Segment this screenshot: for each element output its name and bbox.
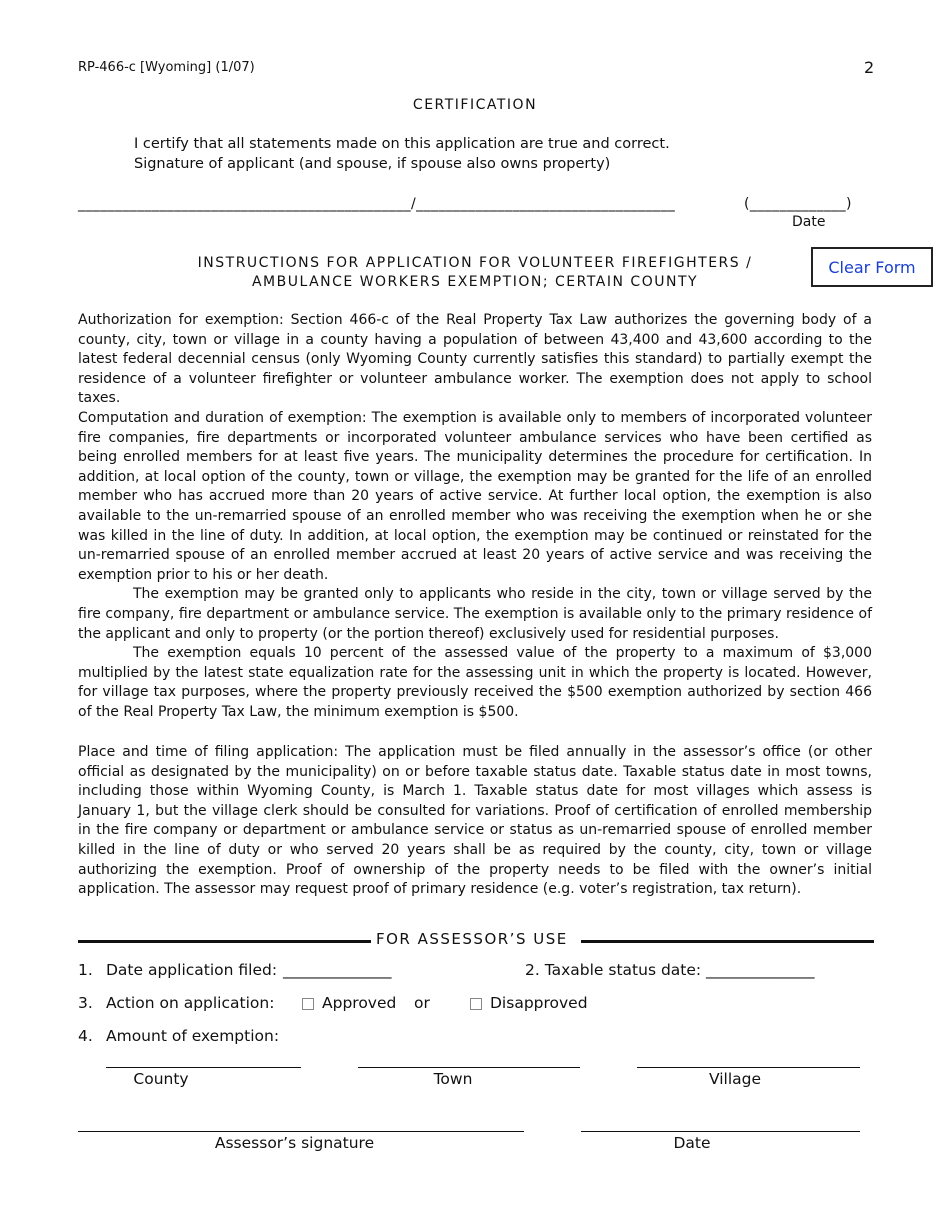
town-label: Town: [433, 1070, 473, 1088]
filing-paragraph: Place and time of filing application: The application must be filed annually in the assessor’s office (or other official as designated by the municipality) on or before taxable status date. Taxable status date in most towns, including those within Wyoming County, is March 1. Taxable status date for most villages which assess is January 1, but the village clerk should be consulted for variations. Proof of certification of enrolled membership in the fire company or department or ambulance service or status as un-remarried spouse of enrolled member killed in the line of duty or who served 20 years shall be as required by the county, city, town or village authorizing the exemption. Proof of ownership of the property needs to be filed with the owner’s initial application. The assessor may request proof of primary residence (e.g. voter’s registration, tax return).: [78, 744, 872, 898]
taxable-status-date-label: 2. Taxable status date:: [525, 961, 702, 979]
applicant-signature-line[interactable]: _____________________________________________/___________________________________: [78, 196, 676, 212]
county-label: County: [133, 1070, 189, 1088]
disapproved-option[interactable]: [470, 994, 588, 1012]
date-filed-field[interactable]: ______________: [283, 961, 392, 979]
disapproved-label: Disapproved: [490, 994, 588, 1012]
certification-statement: [134, 135, 670, 174]
assessor-signature-line[interactable]: [78, 1131, 524, 1132]
assessor-rule-right: [581, 940, 874, 943]
certification-line-2: Signature of applicant (and spouse, if spouse also owns property): [134, 155, 611, 172]
instructions-title: [150, 254, 800, 292]
certification-date-label: Date: [792, 214, 826, 230]
action-label: Action on application:: [106, 994, 275, 1012]
clear-form-button[interactable]: Clear Form: [811, 247, 933, 287]
village-label: Village: [708, 1070, 762, 1088]
computation-paragraph-3: The exemption equals 10 percent of the assessed value of the property to a maximum of $3,000 multiplied by the latest state equalization rate for the assessing unit in which the property is located. However, for village tax purposes, where the property previously received the $500 exemption authorized by section 466 of the Real Property Tax Law, the minimum exemption is $500.: [78, 645, 872, 720]
assessor-rule-left: [78, 940, 371, 943]
disapproved-checkbox[interactable]: [470, 998, 482, 1010]
taxable-status-date-field[interactable]: ______________: [706, 961, 815, 979]
item-3-number: 3.: [78, 994, 93, 1012]
assessor-section-title: FOR ASSESSOR’S USE: [376, 930, 568, 948]
county-amount-line[interactable]: [106, 1067, 301, 1068]
or-label: or: [414, 994, 430, 1012]
approved-checkbox[interactable]: [302, 998, 314, 1010]
certification-title: CERTIFICATION: [412, 97, 538, 113]
instructions-title-line-1: INSTRUCTIONS FOR APPLICATION FOR VOLUNTEER FIREFIGHTERS /: [197, 255, 753, 271]
page-number: 2: [864, 58, 875, 77]
town-amount-line[interactable]: [358, 1067, 580, 1068]
computation-section: [78, 409, 872, 723]
village-amount-line[interactable]: [637, 1067, 860, 1068]
assessor-date-label: Date: [673, 1134, 711, 1152]
assessor-signature-label: Assessor’s signature: [214, 1134, 375, 1152]
approved-label: Approved: [322, 994, 397, 1012]
instructions-title-line-2: AMBULANCE WORKERS EXEMPTION; CERTAIN COUNTY: [251, 274, 699, 290]
authorization-paragraph: Authorization for exemption: Section 466-c of the Real Property Tax Law authorizes the governing body of a county, city, town or village in a county having a population of between 43,400 and 43,600 according to the latest federal decennial census (only Wyoming County currently satisfies this standard) to partially exempt the residence of a volunteer firefighter or volunteer ambulance worker. The exemption does not apply to school taxes.: [78, 312, 872, 407]
item-4-number: 4.: [78, 1027, 93, 1045]
authorization-section: [78, 311, 872, 409]
item-1-number: 1.: [78, 961, 93, 979]
certification-line-1: I certify that all statements made on this application are true and correct.: [134, 136, 670, 152]
date-filed-label: Date application filed:: [106, 961, 278, 979]
approved-option[interactable]: [302, 994, 396, 1012]
form-id: RP-466-c [Wyoming] (1/07): [78, 60, 255, 75]
computation-paragraph-2: The exemption may be granted only to applicants who reside in the city, town or village served by the fire company, fire department or ambulance service. The exemption is available only to the primary residence of the applicant and only to property (or the portion thereof) exclusively used for residential purposes.: [78, 586, 872, 642]
amount-label: Amount of exemption:: [106, 1027, 280, 1045]
computation-paragraph-1: Computation and duration of exemption: The exemption is available only to members of incorporated volunteer fire companies, fire departments or incorporated volunteer ambulance services who have been certified as being enrolled members for at least five years. The municipality determines the procedure for certification. In addition, at local option of the county, town or village, the exemption may be granted for the life of an enrolled member who has accrued more than 20 years of active service. At further local option, the exemption is also available to the un-remarried spouse of an enrolled member who was receiving the exemption when he or she was killed in the line of duty. In addition, at local option, the exemption may be continued or reinstated for the un-remarried spouse of an enrolled member accrued at least 20 years of active service and was receiving the exemption prior to his or her death.: [78, 410, 872, 583]
filing-section: [78, 743, 872, 900]
assessor-date-line[interactable]: [581, 1131, 860, 1132]
certification-date-line[interactable]: (_____________): [744, 196, 852, 212]
